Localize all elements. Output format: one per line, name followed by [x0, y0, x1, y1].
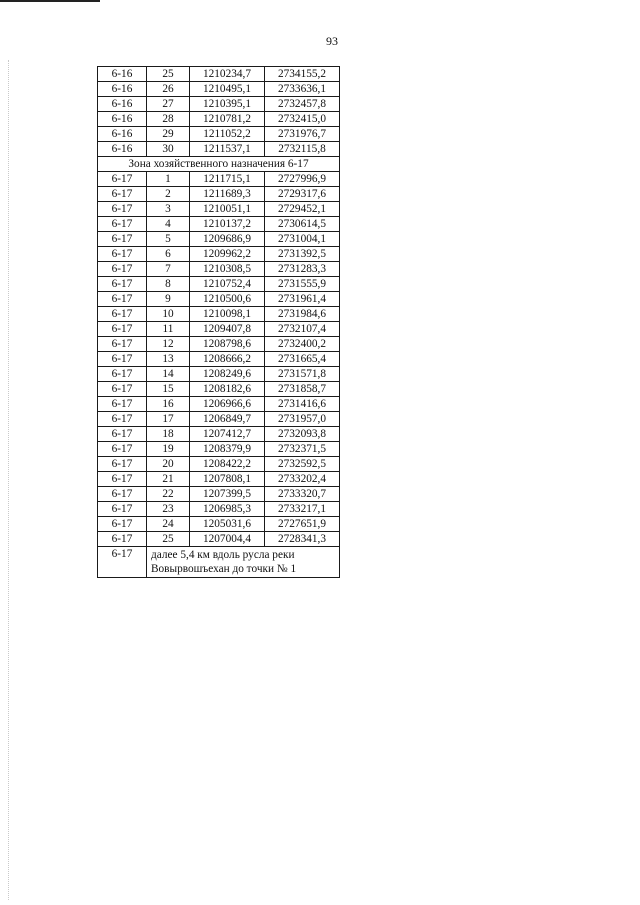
x-coordinate-cell: 1210137,2	[190, 217, 265, 232]
table-row	[98, 397, 340, 412]
table-row	[98, 427, 340, 442]
section-row	[98, 157, 340, 172]
point-number-cell: 4	[147, 217, 190, 232]
point-number-cell: 8	[147, 277, 190, 292]
y-coordinate-cell: 2733636,1	[265, 82, 340, 97]
zone-cell: 6-17	[98, 232, 147, 247]
footer-text-line-2: Вовырвошъехан до точки № 1	[151, 563, 297, 575]
y-coordinate-cell: 2732093,8	[265, 427, 340, 442]
x-coordinate-cell: 1208379,9	[190, 442, 265, 457]
zone-cell: 6-17	[98, 502, 147, 517]
x-coordinate-cell: 1210308,5	[190, 262, 265, 277]
table-row	[98, 382, 340, 397]
point-number-cell: 17	[147, 412, 190, 427]
x-coordinate-cell: 1207004,4	[190, 532, 265, 547]
table-row	[98, 502, 340, 517]
zone-cell: 6-17	[98, 202, 147, 217]
table-row	[98, 337, 340, 352]
zone-cell: 6-17	[98, 472, 147, 487]
y-coordinate-cell: 2732415,0	[265, 112, 340, 127]
point-number-cell: 12	[147, 337, 190, 352]
zone-cell: 6-17	[98, 382, 147, 397]
page-number: 93	[326, 34, 338, 48]
point-number-cell: 14	[147, 367, 190, 382]
y-coordinate-cell: 2731555,9	[265, 277, 340, 292]
zone-cell: 6-17	[98, 322, 147, 337]
footer-text-line-1: далее 5,4 км вдоль русла реки	[151, 549, 295, 561]
point-number-cell: 26	[147, 82, 190, 97]
x-coordinate-cell: 1207808,1	[190, 472, 265, 487]
point-number-cell: 27	[147, 97, 190, 112]
zone-cell: 6-17	[98, 187, 147, 202]
zone-cell: 6-16	[98, 112, 147, 127]
zone-cell: 6-16	[98, 142, 147, 157]
table-row	[98, 457, 340, 472]
table-row	[98, 472, 340, 487]
zone-cell: 6-17	[98, 427, 147, 442]
y-coordinate-cell: 2731416,6	[265, 397, 340, 412]
table-row	[98, 352, 340, 367]
zone-cell: 6-17	[98, 397, 147, 412]
y-coordinate-cell: 2731961,4	[265, 292, 340, 307]
x-coordinate-cell: 1205031,6	[190, 517, 265, 532]
y-coordinate-cell: 2732400,2	[265, 337, 340, 352]
y-coordinate-cell: 2733202,4	[265, 472, 340, 487]
x-coordinate-cell: 1207399,5	[190, 487, 265, 502]
point-number-cell: 24	[147, 517, 190, 532]
y-coordinate-cell: 2731858,7	[265, 382, 340, 397]
x-coordinate-cell: 1210234,7	[190, 67, 265, 82]
table-footer	[98, 547, 340, 578]
x-coordinate-cell: 1207412,7	[190, 427, 265, 442]
x-coordinate-cell: 1211537,1	[190, 142, 265, 157]
table-row	[98, 82, 340, 97]
point-number-cell: 20	[147, 457, 190, 472]
x-coordinate-cell: 1209407,8	[190, 322, 265, 337]
x-coordinate-cell: 1211052,2	[190, 127, 265, 142]
coordinates-table	[97, 66, 340, 578]
x-coordinate-cell: 1211689,3	[190, 187, 265, 202]
zone-cell: 6-17	[98, 412, 147, 427]
point-number-cell: 11	[147, 322, 190, 337]
table-row	[98, 67, 340, 82]
y-coordinate-cell: 2727996,9	[265, 172, 340, 187]
zone-cell: 6-17	[98, 442, 147, 457]
table-row	[98, 292, 340, 307]
point-number-cell: 9	[147, 292, 190, 307]
left-margin-marks	[8, 60, 10, 900]
y-coordinate-cell: 2732371,5	[265, 442, 340, 457]
table-row	[98, 217, 340, 232]
x-coordinate-cell: 1209962,2	[190, 247, 265, 262]
point-number-cell: 6	[147, 247, 190, 262]
table-row	[98, 247, 340, 262]
table-row	[98, 127, 340, 142]
table-row	[98, 142, 340, 157]
x-coordinate-cell: 1208249,6	[190, 367, 265, 382]
table-row	[98, 202, 340, 217]
y-coordinate-cell: 2734155,2	[265, 67, 340, 82]
footer-row	[98, 547, 340, 578]
x-coordinate-cell: 1211715,1	[190, 172, 265, 187]
table-row	[98, 232, 340, 247]
top-edge-line	[0, 0, 100, 2]
zone-cell: 6-17	[98, 532, 147, 547]
x-coordinate-cell: 1210752,4	[190, 277, 265, 292]
point-number-cell: 10	[147, 307, 190, 322]
zone-cell: 6-17	[98, 277, 147, 292]
point-number-cell: 15	[147, 382, 190, 397]
x-coordinate-cell: 1210051,1	[190, 202, 265, 217]
x-coordinate-cell: 1206849,7	[190, 412, 265, 427]
table-row	[98, 442, 340, 457]
point-number-cell: 3	[147, 202, 190, 217]
point-number-cell: 2	[147, 187, 190, 202]
y-coordinate-cell: 2728341,3	[265, 532, 340, 547]
x-coordinate-cell: 1208666,2	[190, 352, 265, 367]
table-row	[98, 172, 340, 187]
point-number-cell: 18	[147, 427, 190, 442]
table-row	[98, 322, 340, 337]
y-coordinate-cell: 2731976,7	[265, 127, 340, 142]
y-coordinate-cell: 2731571,8	[265, 367, 340, 382]
x-coordinate-cell: 1210395,1	[190, 97, 265, 112]
y-coordinate-cell: 2730614,5	[265, 217, 340, 232]
zone-cell: 6-16	[98, 97, 147, 112]
footer-zone-cell: 6-17	[98, 547, 147, 578]
point-number-cell: 7	[147, 262, 190, 277]
table-row	[98, 97, 340, 112]
y-coordinate-cell: 2727651,9	[265, 517, 340, 532]
x-coordinate-cell: 1208182,6	[190, 382, 265, 397]
y-coordinate-cell: 2731283,3	[265, 262, 340, 277]
y-coordinate-cell: 2731957,0	[265, 412, 340, 427]
zone-cell: 6-17	[98, 352, 147, 367]
table-section-header	[98, 157, 340, 172]
zone-cell: 6-16	[98, 82, 147, 97]
table-row	[98, 487, 340, 502]
y-coordinate-cell: 2731665,4	[265, 352, 340, 367]
table-row	[98, 262, 340, 277]
table-body-zone-6-17	[98, 172, 340, 547]
x-coordinate-cell: 1208422,2	[190, 457, 265, 472]
point-number-cell: 22	[147, 487, 190, 502]
x-coordinate-cell: 1210500,6	[190, 292, 265, 307]
table-row	[98, 277, 340, 292]
zone-cell: 6-17	[98, 517, 147, 532]
table-row	[98, 367, 340, 382]
point-number-cell: 16	[147, 397, 190, 412]
y-coordinate-cell: 2731392,5	[265, 247, 340, 262]
zone-cell: 6-17	[98, 307, 147, 322]
point-number-cell: 29	[147, 127, 190, 142]
x-coordinate-cell: 1209686,9	[190, 232, 265, 247]
zone-cell: 6-17	[98, 337, 147, 352]
table-row	[98, 532, 340, 547]
zone-cell: 6-17	[98, 172, 147, 187]
zone-cell: 6-17	[98, 487, 147, 502]
point-number-cell: 5	[147, 232, 190, 247]
y-coordinate-cell: 2732115,8	[265, 142, 340, 157]
y-coordinate-cell: 2729452,1	[265, 202, 340, 217]
y-coordinate-cell: 2729317,6	[265, 187, 340, 202]
x-coordinate-cell: 1206985,3	[190, 502, 265, 517]
point-number-cell: 21	[147, 472, 190, 487]
y-coordinate-cell: 2732457,8	[265, 97, 340, 112]
x-coordinate-cell: 1210098,1	[190, 307, 265, 322]
table-row	[98, 412, 340, 427]
y-coordinate-cell: 2731004,1	[265, 232, 340, 247]
zone-cell: 6-17	[98, 292, 147, 307]
table-row	[98, 187, 340, 202]
point-number-cell: 28	[147, 112, 190, 127]
y-coordinate-cell: 2732107,4	[265, 322, 340, 337]
zone-cell: 6-17	[98, 217, 147, 232]
zone-cell: 6-17	[98, 367, 147, 382]
footer-text-cell	[147, 547, 340, 578]
point-number-cell: 25	[147, 67, 190, 82]
x-coordinate-cell: 1210495,1	[190, 82, 265, 97]
point-number-cell: 23	[147, 502, 190, 517]
y-coordinate-cell: 2731984,6	[265, 307, 340, 322]
table-body-zone-6-16	[98, 67, 340, 157]
y-coordinate-cell: 2732592,5	[265, 457, 340, 472]
point-number-cell: 30	[147, 142, 190, 157]
y-coordinate-cell: 2733320,7	[265, 487, 340, 502]
point-number-cell: 1	[147, 172, 190, 187]
point-number-cell: 13	[147, 352, 190, 367]
zone-cell: 6-17	[98, 457, 147, 472]
y-coordinate-cell: 2733217,1	[265, 502, 340, 517]
point-number-cell: 19	[147, 442, 190, 457]
x-coordinate-cell: 1206966,6	[190, 397, 265, 412]
zone-cell: 6-16	[98, 67, 147, 82]
table-row	[98, 112, 340, 127]
zone-cell: 6-17	[98, 247, 147, 262]
x-coordinate-cell: 1208798,6	[190, 337, 265, 352]
table-row	[98, 517, 340, 532]
zone-cell: 6-16	[98, 127, 147, 142]
table-row	[98, 307, 340, 322]
section-title: Зона хозяйственного назначения 6-17	[98, 157, 340, 172]
x-coordinate-cell: 1210781,2	[190, 112, 265, 127]
point-number-cell: 25	[147, 532, 190, 547]
zone-cell: 6-17	[98, 262, 147, 277]
